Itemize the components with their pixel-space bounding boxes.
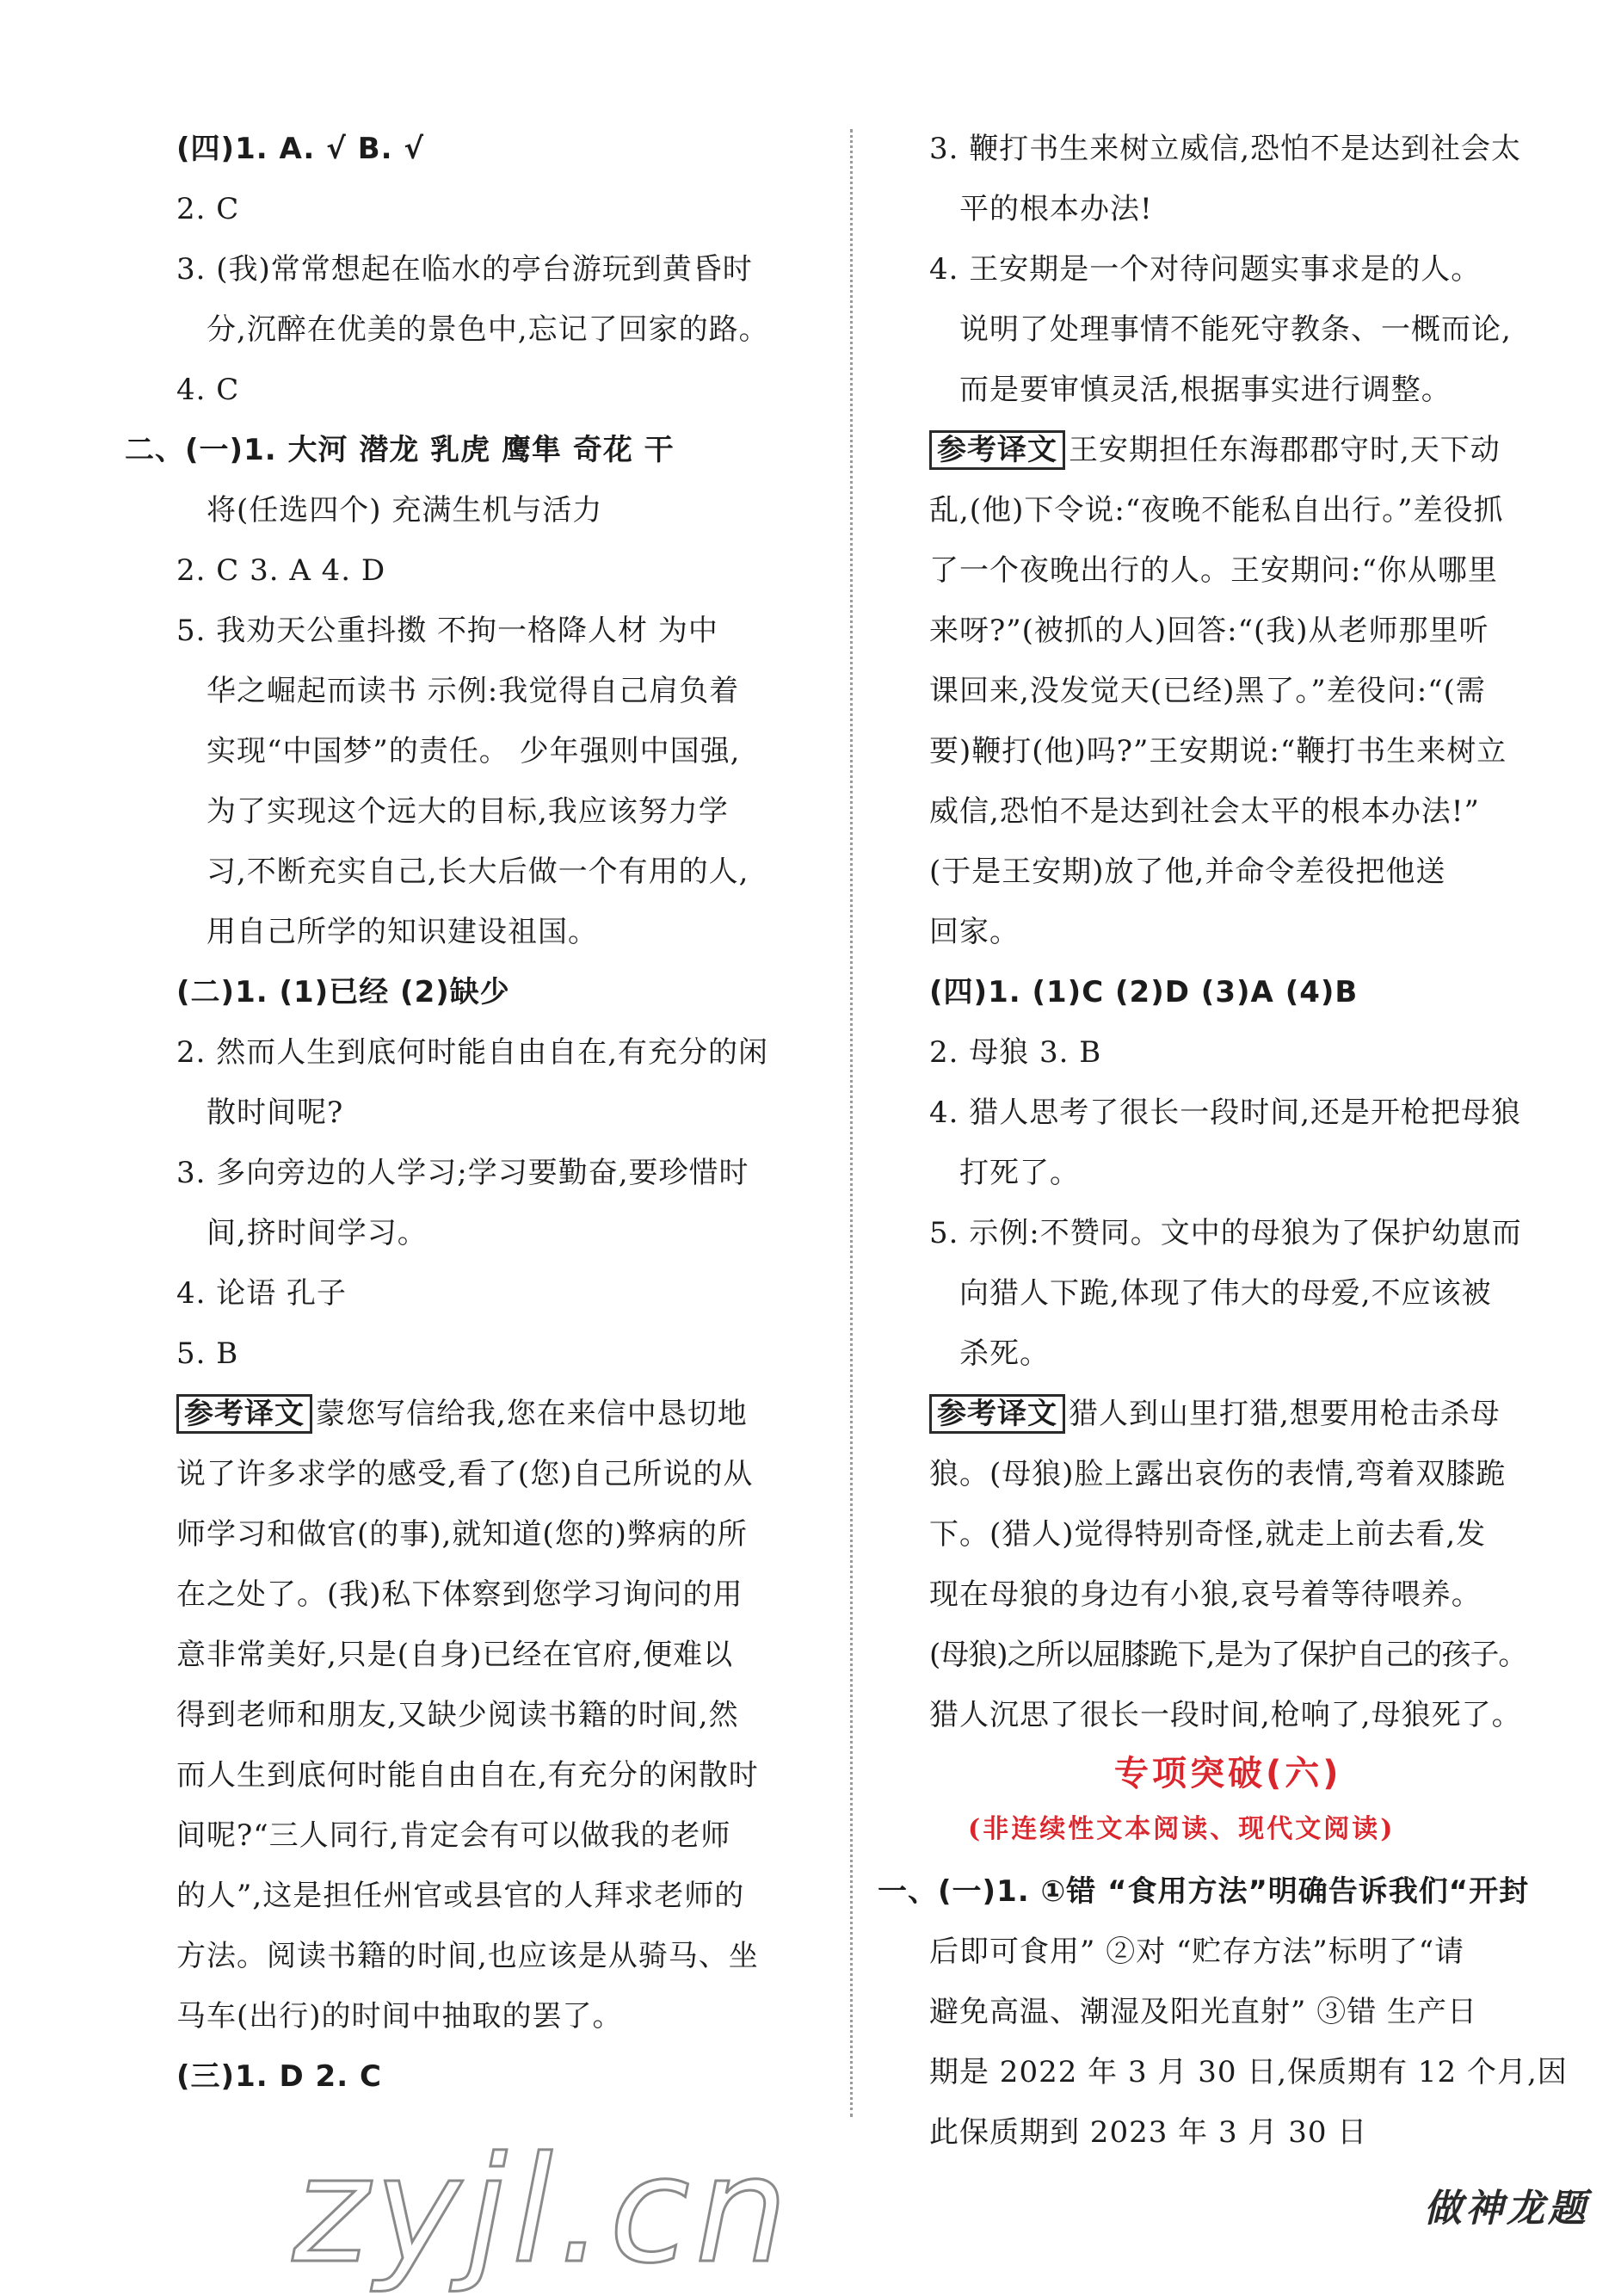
translation-tag: 参考译文: [929, 430, 1065, 470]
translation-line: 了一个夜晚出行的人。王安期问:“你从哪里: [929, 553, 1498, 588]
answer-line: 实现“中国梦”的责任。 少年强则中国强,: [206, 734, 741, 768]
translation-line: 参考译文 王安期担任东海郡郡守时,天下动: [929, 430, 1501, 470]
answer-line: 3. 多向旁边的人学习;学习要勤奋,要珍惜时: [176, 1156, 749, 1190]
translation-line: 猎人沉思了很长一段时间,枪响了,母狼死了。: [929, 1698, 1522, 1732]
answer-line: 此保质期到 2023 年 3 月 30 日: [929, 2115, 1368, 2150]
watermark: zyjl.cn: [293, 2126, 793, 2296]
translation-line: 意非常美好,只是(自身)已经在官府,便难以: [176, 1638, 734, 1672]
translation-line: (于是王安期)放了他,并命令差役把他送: [929, 855, 1446, 889]
translation-line: 在之处了。(我)私下体察到您学习询问的用: [176, 1577, 743, 1612]
section-title: 专项突破(六): [1114, 1754, 1342, 1793]
translation-line: 乱,(他)下令说:“夜晚不能私自出行。”差役抓: [929, 493, 1504, 528]
translation-line: 下。(猎人)觉得特别奇怪,就走上前去看,发: [929, 1517, 1487, 1552]
answer-line: 3. (我)常常想起在临水的亭台游玩到黄昏时: [176, 252, 753, 287]
section-subtitle: (非连续性文本阅读、现代文阅读): [968, 1814, 1396, 1844]
answer-line: 5. 我劝天公重抖擞 不拘一格降人材 为中: [176, 614, 718, 648]
translation-tag: 参考译文: [929, 1394, 1065, 1434]
answer-line: 2. 然而人生到底何时能自由自在,有充分的闲: [176, 1035, 769, 1070]
answer-line: 为了实现这个远大的目标,我应该努力学: [206, 794, 729, 829]
answer-line: 2. C 3. A 4. D: [176, 553, 386, 588]
translation-tag: 参考译文: [176, 1394, 312, 1434]
answer-line: 3. 鞭打书生来树立威信,恐怕不是达到社会太: [929, 132, 1522, 166]
answer-line: 4. 猎人思考了很长一段时间,还是开枪把母狼: [929, 1096, 1522, 1130]
translation-line: 课回来,没发觉天(已经)黑了。”差役问:“(需: [929, 674, 1486, 708]
translation-line: (母狼)之所以屈膝跪下,是为了保护自己的孩子。: [929, 1638, 1527, 1672]
translation-line: 而人生到底何时能自由自在,有充分的闲散时: [176, 1758, 759, 1793]
translation-line: 的人”,这是担任州官或县官的人拜求老师的: [176, 1879, 745, 1913]
answer-line: (三)1. D 2. C: [176, 2059, 382, 2094]
translation-line: 威信,恐怕不是达到社会太平的根本办法!”: [929, 794, 1480, 829]
answer-line: (四)1. A. √ B. √: [176, 132, 425, 166]
answer-line: 平的根本办法!: [959, 192, 1153, 226]
translation-line: 参考译文 猎人到山里打猎,想要用枪击杀母: [929, 1394, 1501, 1434]
answer-line: (四)1. (1)C (2)D (3)A (4)B: [929, 975, 1359, 1009]
translation-line: 现在母狼的身边有小狼,哀号着等待喂养。: [929, 1577, 1482, 1612]
answer-line: (二)1. (1)已经 (2)缺少: [176, 975, 510, 1009]
answer-line: 华之崛起而读书 示例:我觉得自己肩负着: [206, 674, 740, 708]
answer-line: 避免高温、潮湿及阳光直射” ③错 生产日: [929, 1995, 1477, 2029]
answer-line: 杀死。: [959, 1336, 1050, 1371]
answer-line: 4. 王安期是一个对待问题实事求是的人。: [929, 252, 1482, 287]
answer-line: 4. 论语 孔子: [176, 1276, 348, 1311]
column-divider: [850, 129, 853, 2117]
answer-line: 习,不断充实自己,长大后做一个有用的人,: [206, 855, 749, 889]
translation-line: 回家。: [929, 915, 1020, 949]
translation-line: 狼。(母狼)脸上露出哀伤的表情,弯着双膝跪: [929, 1457, 1507, 1491]
answer-line: 2. C: [176, 192, 240, 226]
translation-line: 要)鞭打(他)吗?”王安期说:“鞭打书生来树立: [929, 734, 1507, 768]
translation-line: 说了许多求学的感受,看了(您)自己所说的从: [176, 1457, 754, 1491]
translation-line: 得到老师和朋友,又缺少阅读书籍的时间,然: [176, 1698, 739, 1732]
answer-line: 打死了。: [959, 1156, 1080, 1190]
answer-line: 5. B: [176, 1336, 239, 1371]
answer-line: 期是 2022 年 3 月 30 日,保质期有 12 个月,因: [929, 2055, 1568, 2089]
answer-line: 2. 母狼 3. B: [929, 1035, 1102, 1070]
brand-logo: 做神龙题: [1424, 2187, 1589, 2231]
answer-line: 后即可食用” ②对 “贮存方法”标明了“请: [929, 1935, 1465, 1969]
answer-line: 向猎人下跪,体现了伟大的母爱,不应该被: [959, 1276, 1492, 1311]
translation-line: 马车(出行)的时间中抽取的罢了。: [176, 1999, 623, 2034]
translation-line: 方法。阅读书籍的时间,也应该是从骑马、坐: [176, 1939, 759, 1973]
answer-line: 分,沉醉在优美的景色中,忘记了回家的路。: [206, 312, 769, 347]
answer-line: 5. 示例:不赞同。文中的母狼为了保护幼崽而: [929, 1216, 1522, 1250]
answer-line: 说明了处理事情不能死守教条、一概而论,: [959, 312, 1512, 347]
answer-line: 而是要审慎灵活,根据事实进行调整。: [959, 373, 1452, 407]
section-two-heading: 二、(一)1. 大河 潜龙 乳虎 鹰隼 奇花 干: [125, 433, 675, 467]
answer-line: 散时间呢?: [206, 1096, 344, 1130]
translation-line: 师学习和做官(的事),就知道(您的)弊病的所: [176, 1517, 748, 1552]
translation-line: 来呀?”(被抓的人)回答:“(我)从老师那里听: [929, 614, 1489, 648]
section-one-heading: 一、(一)1. ①错 “食用方法”明确告诉我们“开封: [878, 1874, 1530, 1909]
answer-line: 将(任选四个) 充满生机与活力: [206, 493, 603, 528]
answer-line: 用自己所学的知识建设祖国。: [206, 915, 598, 949]
translation-line: 间呢?“三人同行,肯定会有可以做我的老师: [176, 1818, 731, 1853]
answer-line: 间,挤时间学习。: [206, 1216, 428, 1250]
answer-line: 4. C: [176, 373, 240, 407]
translation-line: 参考译文 蒙您写信给我,您在来信中恳切地: [176, 1394, 748, 1434]
